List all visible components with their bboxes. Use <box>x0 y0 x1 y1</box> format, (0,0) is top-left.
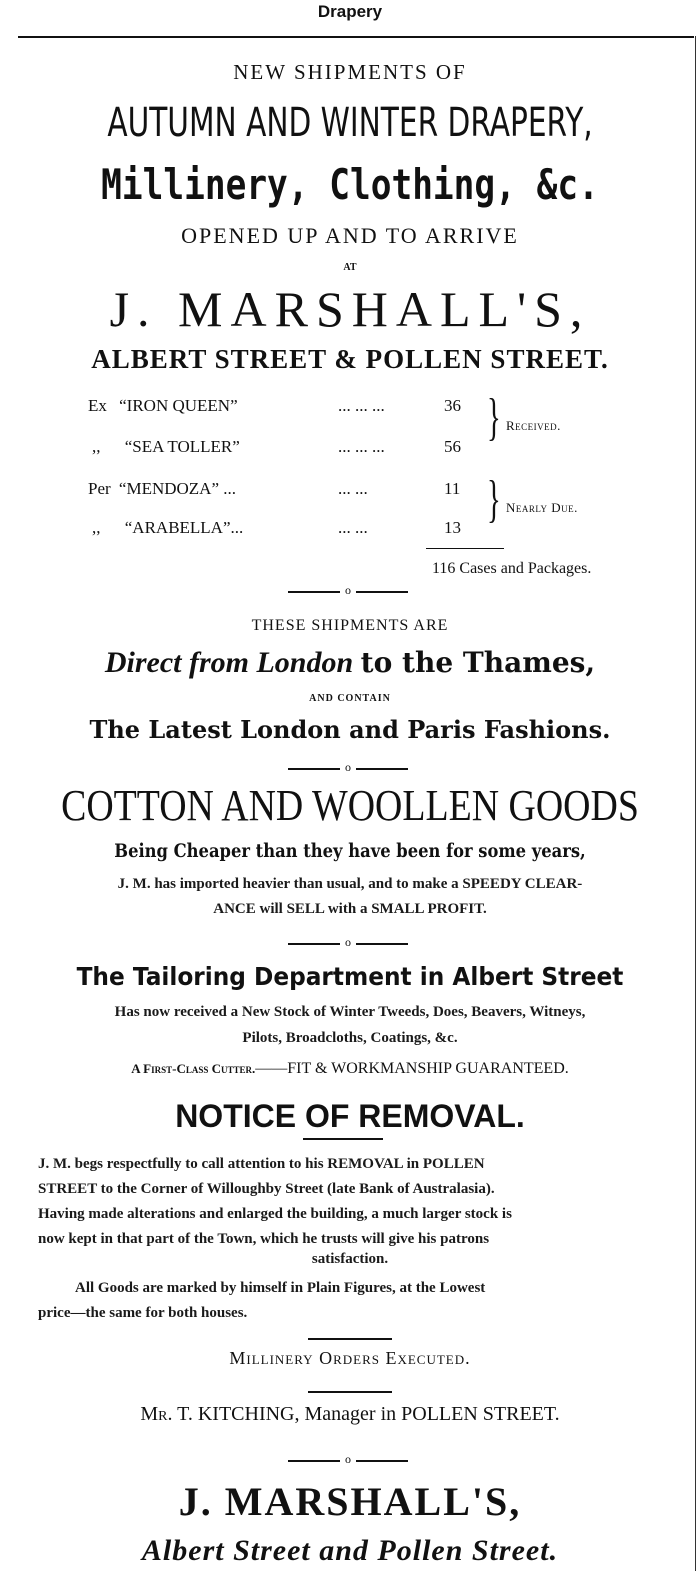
header-line2: AUTUMN AND WINTER DRAPERY, <box>107 100 593 146</box>
removal-title: NOTICE OF REMOVAL. <box>175 1098 525 1134</box>
removal-line: satisfaction. <box>311 1251 389 1267</box>
shipment-count: 13 <box>444 518 461 537</box>
nearly-due-brace: } <box>487 471 501 528</box>
total-rule <box>426 548 504 549</box>
fashions: The Latest London and Paris Fashions. <box>89 715 611 744</box>
shipment-dots: ... ... ... <box>338 396 385 415</box>
direct-from-london: Direct from London <box>104 646 354 679</box>
removal-underline <box>303 1138 383 1140</box>
header-line3: Millinery, Clothing, &c. <box>101 160 599 209</box>
goods-subtitle: Being Cheaper than they have been for some years, <box>114 840 586 862</box>
shipment-dots: ... ... ... <box>338 437 385 456</box>
shipment-ship: “SEA TOLLER” <box>124 437 240 456</box>
received-label: Received. <box>506 418 561 433</box>
footer-merchant: J. MARSHALL'S, <box>178 1479 522 1524</box>
shipment-prefix: Per <box>88 479 111 498</box>
manager-line <box>0 1403 700 1426</box>
shipment-row <box>88 396 238 416</box>
received-brace: } <box>487 389 501 446</box>
shipment-ship: “ARABELLA”... <box>124 518 244 537</box>
goods-title: COTTON AND WOOLLEN GOODS <box>61 781 639 830</box>
removal-line: now kept in that part of the Town, which he trusts will give his patrons <box>38 1231 490 1247</box>
guarantee: ——FIT & WORKMANSHIP GUARANTEED. <box>255 1060 569 1077</box>
shipment-count: 56 <box>444 437 461 456</box>
merchant-address: ALBERT STREET & POLLEN STREET. <box>91 344 609 374</box>
shipment-prefix: Ex <box>88 396 107 415</box>
shipment-ship: “MENDOZA” ... <box>118 479 237 498</box>
shipment-prefix: ,, <box>92 437 101 456</box>
header-line4: OPENED UP AND TO ARRIVE <box>181 223 519 248</box>
cutter-line <box>0 1060 700 1078</box>
short-rule <box>308 1391 392 1393</box>
top-rule <box>18 36 694 38</box>
ornament-divider: o <box>288 586 408 596</box>
millinery-orders: Millinery Orders Executed. <box>229 1348 471 1368</box>
tailoring-text: Has now received a New Stock of Winter Tweeds, Does, Beavers, Witneys, <box>114 1004 586 1020</box>
shipment-ship: “IRON QUEEN” <box>119 396 238 415</box>
shipment-row <box>88 479 236 499</box>
cutter: A First-Class Cutter. <box>131 1061 256 1076</box>
section-title: Drapery <box>317 2 383 21</box>
tailoring-title: The Tailoring Department in Albert Street <box>76 962 624 991</box>
removal-line: STREET to the Corner of Willoughby Street (late Bank of Australasia). <box>38 1181 495 1197</box>
and-contain: AND CONTAIN <box>309 693 391 704</box>
removal-line: All Goods are marked by himself in Plain Figures, at the Lowest <box>75 1280 486 1296</box>
shipment-total: 116 Cases and Packages. <box>432 560 592 577</box>
manager-title: Mr. <box>140 1403 173 1425</box>
goods-text: J. M. has imported heavier than usual, and to make a SPEEDY CLEAR- <box>117 876 583 892</box>
removal-line: price—the same for both houses. <box>38 1305 248 1321</box>
shipment-row <box>92 518 243 538</box>
merchant-name: J. MARSHALL'S, <box>109 281 591 337</box>
removal-line: Having made alterations and enlarged the building, a much larger stock is <box>38 1206 512 1222</box>
shipment-dots: ... ... <box>338 479 368 498</box>
ornament-divider: o <box>288 938 408 948</box>
thames-headline <box>0 646 700 680</box>
ornament-divider: o <box>288 763 408 773</box>
header-line5: AT <box>343 262 357 273</box>
shipment-row <box>92 437 240 457</box>
shipment-count: 36 <box>444 396 461 415</box>
to-the-thames: to the Thames, <box>360 646 596 679</box>
removal-line: J. M. begs respectfully to call attention to his REMOVAL in POLLEN <box>38 1156 485 1172</box>
manager-text: T. KITCHING, Manager in POLLEN STREET. <box>177 1403 560 1425</box>
thames-intro: THESE SHIPMENTS ARE <box>251 617 449 634</box>
shipment-prefix: ,, <box>92 518 101 537</box>
header-line1: NEW SHIPMENTS OF <box>233 60 467 84</box>
tailoring-text: Pilots, Broadcloths, Coatings, &c. <box>242 1030 458 1046</box>
goods-text: ANCE will SELL with a SMALL PROFIT. <box>213 901 487 917</box>
nearly-due-label: Nearly Due. <box>506 500 578 515</box>
footer-address: Albert Street and Pollen Street. <box>141 1534 559 1567</box>
ornament-divider: o <box>288 1455 408 1465</box>
shipment-dots: ... ... <box>338 518 368 537</box>
short-rule <box>308 1338 392 1340</box>
shipment-count: 11 <box>444 479 461 498</box>
